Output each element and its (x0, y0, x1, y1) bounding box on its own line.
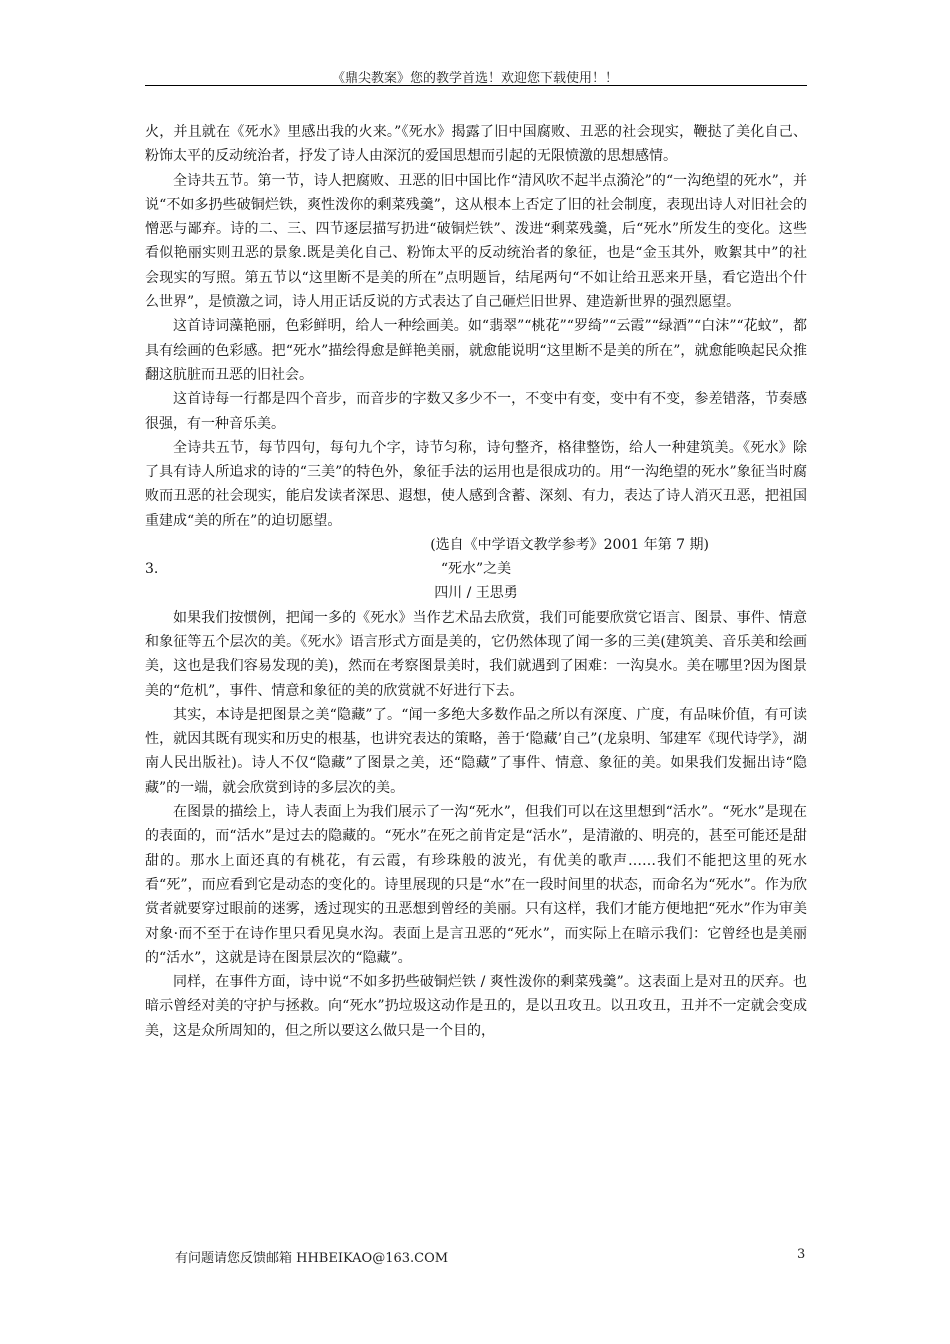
document-body (145, 120, 807, 1043)
page-header: 《鼎尖教案》您的教学首选！欢迎您下载使用！！ (331, 71, 618, 86)
page-number: 3 (797, 1247, 806, 1262)
section-heading (145, 557, 807, 581)
header-divider (145, 85, 807, 86)
paragraph: 全诗共五节。第一节，诗人把腐败、丑恶的旧中国比作“清风吹不起半点漪沦”的“一沟绝望的死水”，并说“不如多扔些破铜烂铁，爽性泼你的剩菜残羹”，这从根本上否定了旧的社会制度，表现出诗人对旧社会的憎恶与鄙弃。诗的二、三、四节逐层描写扔进“破铜烂铁”、泼进“剩菜残羹，后“死水”所发生的变化。这些看似艳丽实则丑恶的景象.既是美化自己、粉饰太平的反动统治者的象征，也是“金玉其外，败絮其中”的社会现实的写照。第五节以“这里断不是美的所在”点明题旨，结尾两句“不如让给丑恶来开垦，看它造出个什么世界”，是愤激之词，诗人用正话反说的方式表达了自己砸烂旧世界、建造新世界的强烈愿望。 (145, 172, 807, 311)
author-line: 四川 / 王思勇 (434, 585, 518, 602)
paragraph: 其实，本诗是把图景之美“隐藏”了。“闻一多绝大多数作品之所以有深度、广度，有品味价值，有可读性，就因其既有现实和历史的根基，也讲究表达的策略，善于‘隐藏’自己”(龙泉明、邹建军《现代诗学》，湖南人民出版社)。诗人不仅“隐藏”了图景之美，还“隐藏”了事件、情意、象征的美。如果我们发掘出诗“隐藏”的一端，就会欣赏到诗的多层次的美。 (145, 706, 807, 796)
paragraph: 全诗共五节，每节四句，每句九个字，诗节匀称，诗句整齐，格律整饬，给人一种建筑美。《死水》除了具有诗人所追求的诗的“三美”的特色外，象征手法的运用也是很成功的。用“一沟绝望的死水”象征当时腐败而丑恶的社会现实，能启发读者深思、遐想，使人感到含蓄、深刻、有力，表达了诗人消灭丑恶，把祖国重建成“美的所在”的迫切愿望。 (145, 439, 807, 529)
section-number: 3. (145, 561, 159, 578)
paragraph: 这首诗词藻艳丽，色彩鲜明，给人一种绘画美。如“翡翠”“桃花”“罗绮”“云霞”“绿酒”“白沫”“花蚊”，都具有绘画的色彩感。把“死水”描绘得愈是鲜艳美丽，就愈能说明“这里断不是美的所在”，就愈能唤起民众推翻这肮脏而丑恶的旧社会。 (145, 318, 807, 383)
paragraph: 在图景的描绘上，诗人表面上为我们展示了一沟“死水”，但我们可以在这里想到“活水”。“死水”是现在的表面的，而“活水”是过去的隐藏的。“死水”在死之前肯定是“活水”，是清澈的、明亮的，甚至可能还是甜甜的。那水上面还真的有桃花，有云霞，有珍珠般的波光，有优美的歌声……我们不能把这里的死水看“死”，而应看到它是动态的变化的。诗里展现的只是“水”在一段时间里的状态，而命名为“死水”。作为欣赏者就要穿过眼前的迷雾，透过现实的丑恶想到曾经的美丽。只有这样，我们才能方便地把“死水”作为审美对象·而不至于在诗作里只看见臭水沟。表面上是言丑恶的“死水”，而实际上在暗示我们：它曾经也是美丽的“活水”，这就是诗在图景层次的“隐藏”。 (145, 804, 807, 966)
paragraph: 火，并且就在《死水》里感出我的火来。”《死水》揭露了旧中国腐败、丑恶的社会现实，鞭挞了美化自己、粉饰太平的反动统治者，抒发了诗人由深沉的爱国思想而引起的无限愤激的思想感情。 (145, 124, 807, 165)
paragraph: 同样，在事件方面，诗中说“不如多扔些破铜烂铁 / 爽性泼你的剩菜残羹”。这表面上是对丑的厌弃。也暗示曾经对美的守护与拯救。向“死水”扔垃圾这动作是丑的，是以丑攻丑。以丑攻丑，丑并不一定就会变成美，这是众所周知的，但之所以要这么做只是一个目的， (145, 974, 807, 1039)
source-citation: (选自《中学语文教学参考》2001 年第 7 期) (430, 537, 709, 554)
paragraph: 如果我们按惯例，把闻一多的《死水》当作艺术品去欣赏，我们可能要欣赏它语言、图景、事件、情意和象征等五个层次的美。《死水》语言形式方面是美的，它仍然体现了闻一多的三美(建筑美、音乐美和绘画美，这也是我们容易发现的美)，然而在考察图景美时，我们就遇到了困难：一沟臭水。美在哪里?因为图景美的“危机”，事件、情意和象征的美的欣赏就不好进行下去。 (145, 609, 807, 699)
page-footer: 有问题请您反馈邮箱 HHBEIKAO@163.COM (175, 1251, 449, 1266)
paragraph: 这首诗每一行都是四个音步，而音步的字数又多少不一，不变中有变，变中有不变，参差错落，节奏感很强，有一种音乐美。 (145, 391, 807, 432)
section-title: “死水”之美 (440, 561, 512, 578)
